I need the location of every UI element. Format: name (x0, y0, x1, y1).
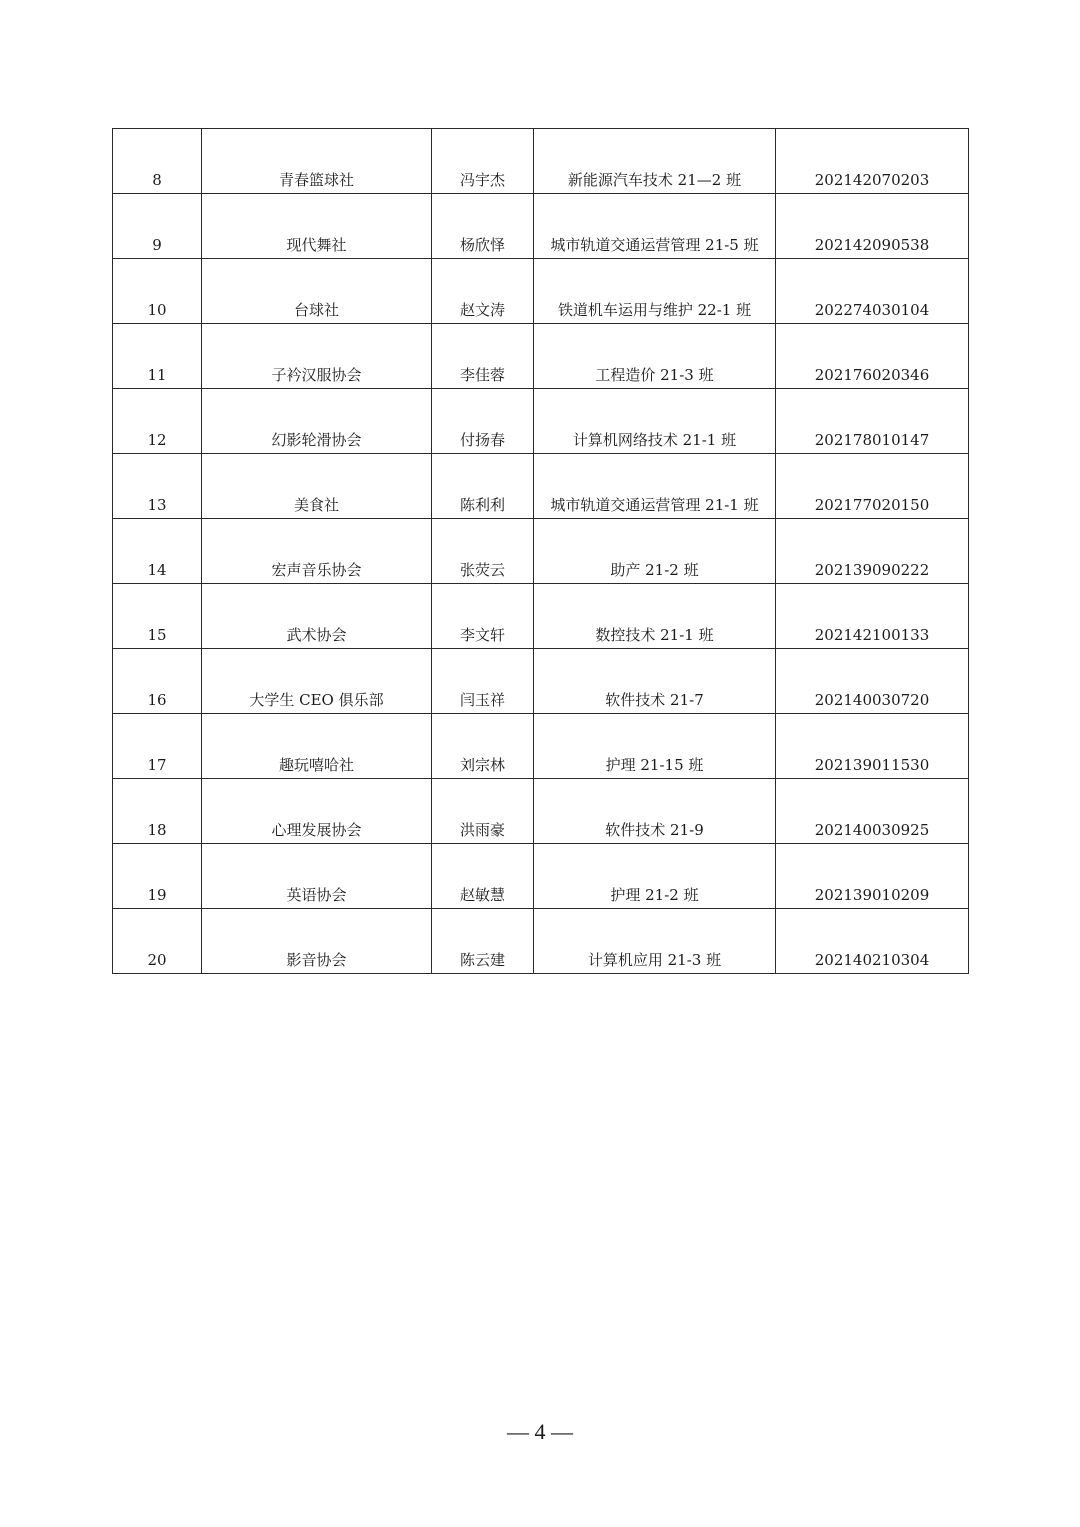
club-name: 大学生 CEO 俱乐部 (202, 649, 432, 714)
table-row (113, 909, 969, 974)
class-name: 助产 21-2 班 (534, 519, 776, 584)
student-id: 202142100133 (776, 584, 969, 649)
student-id: 202139011530 (776, 714, 969, 779)
row-number: 17 (113, 714, 202, 779)
person-name: 张荧云 (432, 519, 534, 584)
class-name: 计算机网络技术 21-1 班 (534, 389, 776, 454)
person-name: 闫玉祥 (432, 649, 534, 714)
club-name: 现代舞社 (202, 194, 432, 259)
student-id: 202140210304 (776, 909, 969, 974)
class-name: 新能源汽车技术 21—2 班 (534, 129, 776, 194)
person-name: 李文轩 (432, 584, 534, 649)
table-row (113, 649, 969, 714)
table-row (113, 454, 969, 519)
table-row (113, 844, 969, 909)
student-id: 202139010209 (776, 844, 969, 909)
table-row (113, 584, 969, 649)
class-name: 软件技术 21-9 (534, 779, 776, 844)
person-name: 赵敏慧 (432, 844, 534, 909)
class-name: 护理 21-2 班 (534, 844, 776, 909)
club-name: 趣玩嘻哈社 (202, 714, 432, 779)
club-name: 心理发展协会 (202, 779, 432, 844)
student-id: 202176020346 (776, 324, 969, 389)
table-row (113, 779, 969, 844)
class-name: 城市轨道交通运营管理 21-1 班 (534, 454, 776, 519)
person-name: 洪雨豪 (432, 779, 534, 844)
row-number: 13 (113, 454, 202, 519)
table-row (113, 519, 969, 584)
student-id: 202177020150 (776, 454, 969, 519)
table-row (113, 714, 969, 779)
student-id: 202140030925 (776, 779, 969, 844)
class-name: 数控技术 21-1 班 (534, 584, 776, 649)
student-id: 202178010147 (776, 389, 969, 454)
student-id: 202140030720 (776, 649, 969, 714)
table-row (113, 194, 969, 259)
row-number: 18 (113, 779, 202, 844)
class-name: 护理 21-15 班 (534, 714, 776, 779)
club-name: 幻影轮滑协会 (202, 389, 432, 454)
row-number: 10 (113, 259, 202, 324)
row-number: 14 (113, 519, 202, 584)
student-id: 202139090222 (776, 519, 969, 584)
table-row (113, 324, 969, 389)
row-number: 16 (113, 649, 202, 714)
row-number: 12 (113, 389, 202, 454)
club-roster-table (112, 128, 969, 974)
row-number: 15 (113, 584, 202, 649)
row-number: 8 (113, 129, 202, 194)
student-id: 202142090538 (776, 194, 969, 259)
club-name: 宏声音乐协会 (202, 519, 432, 584)
row-number: 19 (113, 844, 202, 909)
class-name: 工程造价 21-3 班 (534, 324, 776, 389)
person-name: 刘宗林 (432, 714, 534, 779)
class-name: 计算机应用 21-3 班 (534, 909, 776, 974)
table-row (113, 389, 969, 454)
person-name: 付扬春 (432, 389, 534, 454)
page-number: — 4 — (507, 1419, 573, 1444)
student-id: 202142070203 (776, 129, 969, 194)
table-row (113, 129, 969, 194)
club-name: 青春篮球社 (202, 129, 432, 194)
class-name: 铁道机车运用与维护 22-1 班 (534, 259, 776, 324)
table-row (113, 259, 969, 324)
class-name: 城市轨道交通运营管理 21-5 班 (534, 194, 776, 259)
club-name: 武术协会 (202, 584, 432, 649)
row-number: 9 (113, 194, 202, 259)
person-name: 李佳蓉 (432, 324, 534, 389)
club-name: 英语协会 (202, 844, 432, 909)
person-name: 陈云建 (432, 909, 534, 974)
row-number: 20 (113, 909, 202, 974)
club-name: 美食社 (202, 454, 432, 519)
person-name: 冯宇杰 (432, 129, 534, 194)
class-name: 软件技术 21-7 (534, 649, 776, 714)
club-name: 影音协会 (202, 909, 432, 974)
club-name: 子衿汉服协会 (202, 324, 432, 389)
club-name: 台球社 (202, 259, 432, 324)
person-name: 陈利利 (432, 454, 534, 519)
row-number: 11 (113, 324, 202, 389)
person-name: 赵文涛 (432, 259, 534, 324)
student-id: 202274030104 (776, 259, 969, 324)
person-name: 杨欣怿 (432, 194, 534, 259)
